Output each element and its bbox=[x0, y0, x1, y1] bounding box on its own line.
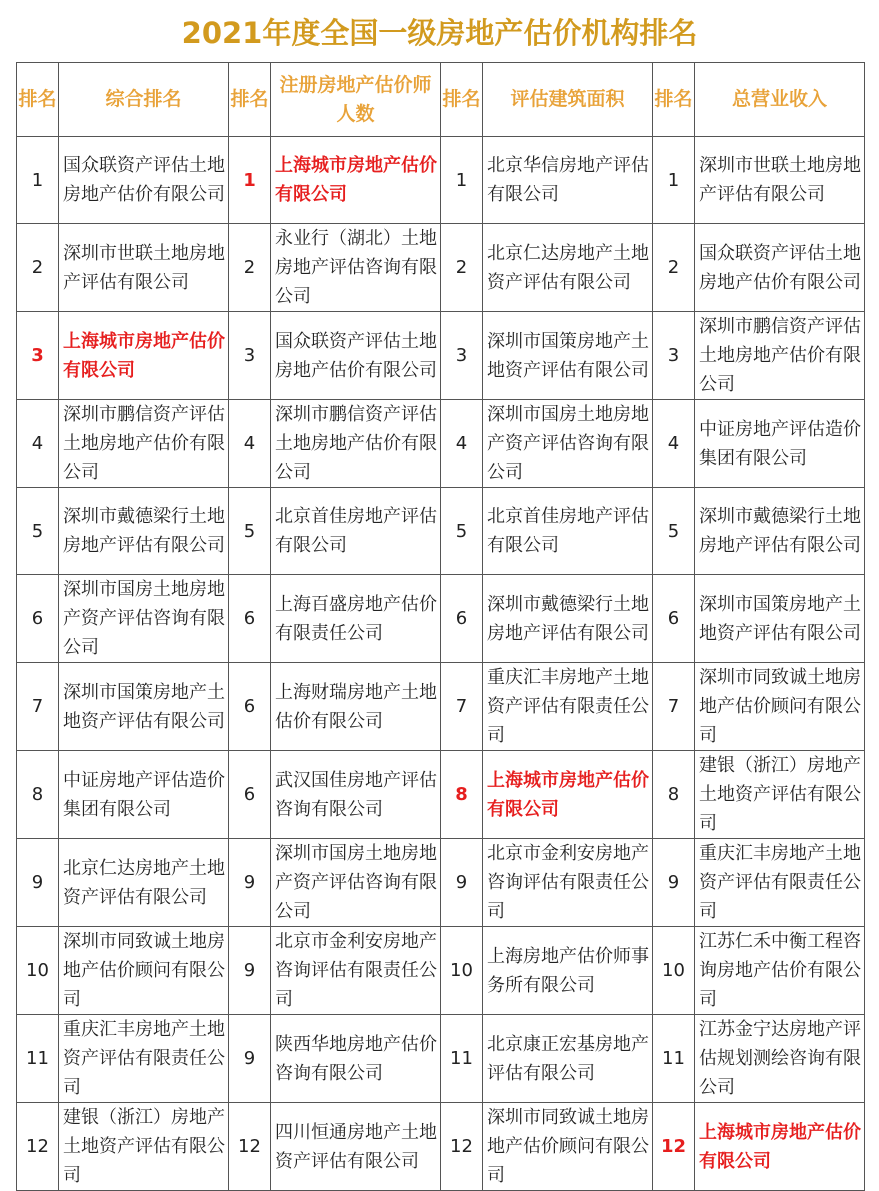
company-revenue: 深圳市鹏信资产评估土地房地产估价有限公司 bbox=[695, 312, 865, 400]
company-overall: 建银（浙江）房地产土地资产评估有限公司 bbox=[59, 1103, 229, 1191]
header-appraisers: 注册房地产估价师人数 bbox=[271, 63, 441, 137]
rank-revenue: 2 bbox=[653, 224, 695, 312]
company-revenue: 江苏仁禾中衡工程咨询房地产估价有限公司 bbox=[695, 927, 865, 1015]
rank-overall: 12 bbox=[17, 1103, 59, 1191]
rank-revenue: 1 bbox=[653, 137, 695, 224]
company-appraisers: 北京市金利安房地产咨询评估有限责任公司 bbox=[271, 927, 441, 1015]
rank-revenue: 12 bbox=[653, 1103, 695, 1191]
rank-appraisers: 6 bbox=[229, 575, 271, 663]
company-revenue: 建银（浙江）房地产土地资产评估有限公司 bbox=[695, 751, 865, 839]
company-revenue: 深圳市国策房地产土地资产评估有限公司 bbox=[695, 575, 865, 663]
company-area: 重庆汇丰房地产土地资产评估有限责任公司 bbox=[483, 663, 653, 751]
rank-appraisers: 6 bbox=[229, 751, 271, 839]
table-row bbox=[17, 663, 865, 751]
rank-appraisers: 12 bbox=[229, 1103, 271, 1191]
company-area: 深圳市戴德梁行土地房地产评估有限公司 bbox=[483, 575, 653, 663]
company-appraisers: 上海百盛房地产估价有限责任公司 bbox=[271, 575, 441, 663]
header-rank: 排名 bbox=[17, 63, 59, 137]
company-appraisers: 深圳市国房土地房地产资产评估咨询有限公司 bbox=[271, 839, 441, 927]
rank-revenue: 10 bbox=[653, 927, 695, 1015]
rank-revenue: 3 bbox=[653, 312, 695, 400]
table-row bbox=[17, 575, 865, 663]
company-area: 北京康正宏基房地产评估有限公司 bbox=[483, 1015, 653, 1103]
company-overall: 深圳市同致诚土地房地产估价顾问有限公司 bbox=[59, 927, 229, 1015]
company-area: 北京首佳房地产评估有限公司 bbox=[483, 488, 653, 575]
company-appraisers: 四川恒通房地产土地资产评估有限公司 bbox=[271, 1103, 441, 1191]
rank-overall: 1 bbox=[17, 137, 59, 224]
rank-revenue: 5 bbox=[653, 488, 695, 575]
rank-area: 10 bbox=[441, 927, 483, 1015]
rank-overall: 5 bbox=[17, 488, 59, 575]
company-area: 上海房地产估价师事务所有限公司 bbox=[483, 927, 653, 1015]
company-appraisers: 陕西华地房地产估价咨询有限公司 bbox=[271, 1015, 441, 1103]
table-row bbox=[17, 839, 865, 927]
rank-area: 9 bbox=[441, 839, 483, 927]
company-overall: 中证房地产评估造价集团有限公司 bbox=[59, 751, 229, 839]
rank-appraisers: 3 bbox=[229, 312, 271, 400]
table-row bbox=[17, 137, 865, 224]
company-revenue: 深圳市戴德梁行土地房地产评估有限公司 bbox=[695, 488, 865, 575]
rank-overall: 3 bbox=[17, 312, 59, 400]
rank-overall: 11 bbox=[17, 1015, 59, 1103]
company-area: 北京华信房地产评估有限公司 bbox=[483, 137, 653, 224]
header-rank: 排名 bbox=[229, 63, 271, 137]
header-rank: 排名 bbox=[441, 63, 483, 137]
rank-revenue: 8 bbox=[653, 751, 695, 839]
rank-area: 4 bbox=[441, 400, 483, 488]
page-title: 2021年度全国一级房地产估价机构排名 bbox=[181, 16, 698, 50]
company-appraisers: 国众联资产评估土地房地产估价有限公司 bbox=[271, 312, 441, 400]
table-row bbox=[17, 751, 865, 839]
rank-revenue: 7 bbox=[653, 663, 695, 751]
rank-area: 8 bbox=[441, 751, 483, 839]
company-overall: 深圳市戴德梁行土地房地产评估有限公司 bbox=[59, 488, 229, 575]
rank-appraisers: 9 bbox=[229, 839, 271, 927]
rank-overall: 6 bbox=[17, 575, 59, 663]
rank-overall: 7 bbox=[17, 663, 59, 751]
rank-appraisers: 9 bbox=[229, 927, 271, 1015]
rank-appraisers: 2 bbox=[229, 224, 271, 312]
header-row bbox=[17, 63, 865, 137]
company-overall: 深圳市国策房地产土地资产评估有限公司 bbox=[59, 663, 229, 751]
table-row bbox=[17, 927, 865, 1015]
rank-appraisers: 5 bbox=[229, 488, 271, 575]
rank-appraisers: 9 bbox=[229, 1015, 271, 1103]
company-revenue: 江苏金宁达房地产评估规划测绘咨询有限公司 bbox=[695, 1015, 865, 1103]
company-area: 深圳市国策房地产土地资产评估有限公司 bbox=[483, 312, 653, 400]
company-appraisers: 北京首佳房地产评估有限公司 bbox=[271, 488, 441, 575]
rank-overall: 9 bbox=[17, 839, 59, 927]
rank-overall: 2 bbox=[17, 224, 59, 312]
table-row bbox=[17, 400, 865, 488]
rank-area: 7 bbox=[441, 663, 483, 751]
company-area: 深圳市国房土地房地产资产评估咨询有限公司 bbox=[483, 400, 653, 488]
header-revenue: 总营业收入 bbox=[695, 63, 865, 137]
company-appraisers: 上海城市房地产估价有限公司 bbox=[271, 137, 441, 224]
rank-area: 12 bbox=[441, 1103, 483, 1191]
company-revenue: 深圳市同致诚土地房地产估价顾问有限公司 bbox=[695, 663, 865, 751]
rank-area: 5 bbox=[441, 488, 483, 575]
company-area: 北京仁达房地产土地资产评估有限公司 bbox=[483, 224, 653, 312]
rank-area: 2 bbox=[441, 224, 483, 312]
table-row bbox=[17, 312, 865, 400]
rank-appraisers: 4 bbox=[229, 400, 271, 488]
company-appraisers: 深圳市鹏信资产评估土地房地产估价有限公司 bbox=[271, 400, 441, 488]
company-overall: 深圳市鹏信资产评估土地房地产估价有限公司 bbox=[59, 400, 229, 488]
rank-area: 6 bbox=[441, 575, 483, 663]
company-appraisers: 上海财瑞房地产土地估价有限公司 bbox=[271, 663, 441, 751]
rank-revenue: 11 bbox=[653, 1015, 695, 1103]
company-revenue: 上海城市房地产估价有限公司 bbox=[695, 1103, 865, 1191]
company-appraisers: 武汉国佳房地产评估咨询有限公司 bbox=[271, 751, 441, 839]
company-overall: 上海城市房地产估价有限公司 bbox=[59, 312, 229, 400]
rank-area: 11 bbox=[441, 1015, 483, 1103]
ranking-table bbox=[16, 62, 865, 1191]
table-row bbox=[17, 1103, 865, 1191]
company-revenue: 重庆汇丰房地产土地资产评估有限责任公司 bbox=[695, 839, 865, 927]
rank-revenue: 6 bbox=[653, 575, 695, 663]
company-appraisers: 永业行（湖北）土地房地产评估咨询有限公司 bbox=[271, 224, 441, 312]
company-overall: 深圳市世联土地房地产评估有限公司 bbox=[59, 224, 229, 312]
company-revenue: 深圳市世联土地房地产评估有限公司 bbox=[695, 137, 865, 224]
company-overall: 国众联资产评估土地房地产估价有限公司 bbox=[59, 137, 229, 224]
rank-revenue: 4 bbox=[653, 400, 695, 488]
company-revenue: 国众联资产评估土地房地产估价有限公司 bbox=[695, 224, 865, 312]
company-overall: 北京仁达房地产土地资产评估有限公司 bbox=[59, 839, 229, 927]
table-row bbox=[17, 488, 865, 575]
company-area: 北京市金利安房地产咨询评估有限责任公司 bbox=[483, 839, 653, 927]
header-rank: 排名 bbox=[653, 63, 695, 137]
rank-area: 1 bbox=[441, 137, 483, 224]
rank-appraisers: 6 bbox=[229, 663, 271, 751]
company-overall: 重庆汇丰房地产土地资产评估有限责任公司 bbox=[59, 1015, 229, 1103]
company-revenue: 中证房地产评估造价集团有限公司 bbox=[695, 400, 865, 488]
company-area: 上海城市房地产估价有限公司 bbox=[483, 751, 653, 839]
rank-overall: 8 bbox=[17, 751, 59, 839]
header-area: 评估建筑面积 bbox=[483, 63, 653, 137]
rank-appraisers: 1 bbox=[229, 137, 271, 224]
company-overall: 深圳市国房土地房地产资产评估咨询有限公司 bbox=[59, 575, 229, 663]
rank-revenue: 9 bbox=[653, 839, 695, 927]
table-row bbox=[17, 224, 865, 312]
company-area: 深圳市同致诚土地房地产估价顾问有限公司 bbox=[483, 1103, 653, 1191]
header-overall: 综合排名 bbox=[59, 63, 229, 137]
rank-overall: 10 bbox=[17, 927, 59, 1015]
rank-overall: 4 bbox=[17, 400, 59, 488]
table-row bbox=[17, 1015, 865, 1103]
rank-area: 3 bbox=[441, 312, 483, 400]
